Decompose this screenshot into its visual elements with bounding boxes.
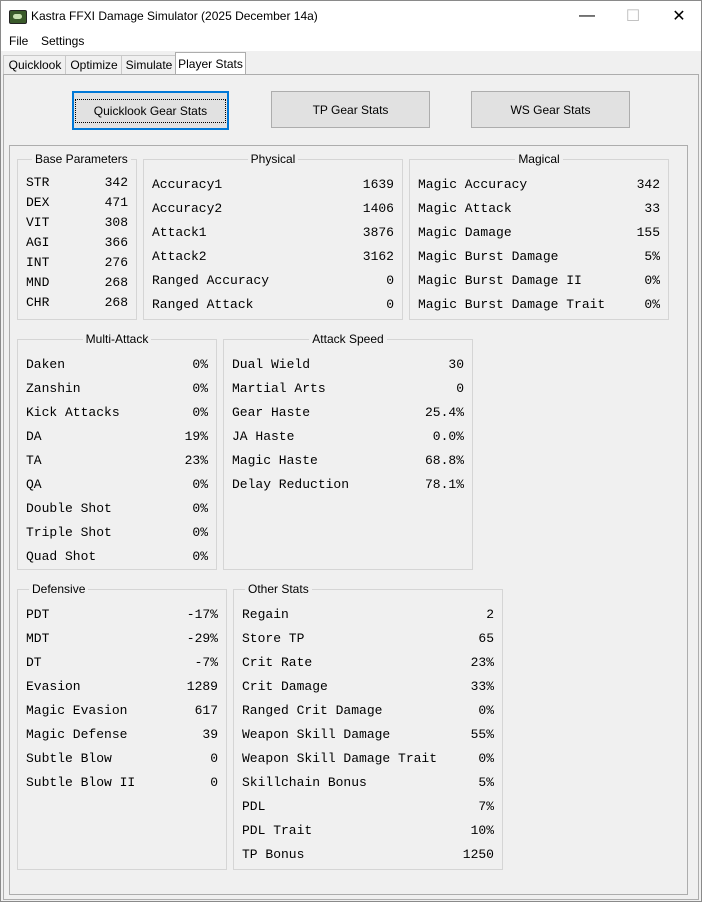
title-bar[interactable] [1, 1, 701, 31]
tab-optimize[interactable]: Optimize [65, 55, 123, 75]
stat-label: DT [26, 655, 42, 670]
tab-simulate[interactable]: Simulate [121, 55, 177, 75]
stat-row [152, 201, 394, 217]
stat-label: Magic Burst Damage II [418, 273, 582, 288]
stat-label: Regain [242, 607, 289, 622]
stat-label: Magic Damage [418, 225, 512, 240]
quicklook-gear-stats-button[interactable] [72, 91, 229, 130]
stat-value: 30 [448, 357, 464, 372]
stat-row [26, 703, 218, 719]
stat-value: 23% [184, 453, 208, 468]
stat-value: 276 [104, 255, 128, 270]
stat-row [418, 177, 660, 193]
stat-label: VIT [26, 215, 50, 230]
stat-value: 39 [202, 727, 218, 742]
stat-value: 617 [194, 703, 218, 718]
stat-value: 65 [478, 631, 494, 646]
stat-label: Magic Burst Damage Trait [418, 297, 606, 312]
stat-row [418, 225, 660, 241]
stat-row [152, 297, 394, 313]
stat-value: 0% [192, 405, 208, 420]
stat-label: JA Haste [232, 429, 295, 444]
stat-value: 3876 [362, 225, 394, 240]
stat-row [242, 799, 494, 815]
stat-label: PDL Trait [242, 823, 313, 838]
stat-value: 55% [470, 727, 494, 742]
stat-value: 23% [470, 655, 494, 670]
stat-value: 0% [192, 381, 208, 396]
stat-row [152, 273, 394, 289]
stat-value: 0% [644, 297, 660, 312]
stat-label: Accuracy1 [152, 177, 223, 192]
app-icon [9, 10, 27, 24]
stat-value: 0% [192, 525, 208, 540]
stat-label: Weapon Skill Damage Trait [242, 751, 438, 766]
stat-label: INT [26, 255, 50, 270]
stat-row [26, 275, 128, 291]
tab-strip [1, 51, 701, 75]
stat-value: 33% [470, 679, 494, 694]
tp-gear-stats-button[interactable]: TP Gear Stats [271, 91, 430, 128]
stat-value: 33 [644, 201, 660, 216]
stat-label: Double Shot [26, 501, 112, 516]
stat-row [232, 453, 464, 469]
stat-value: 0 [210, 775, 218, 790]
stat-label: Magic Accuracy [418, 177, 528, 192]
tab-player-stats[interactable]: Player Stats [175, 52, 246, 76]
stat-value: 0 [210, 751, 218, 766]
stat-label: Subtle Blow [26, 751, 112, 766]
stat-value: 5% [478, 775, 494, 790]
stat-label: PDL [242, 799, 266, 814]
stat-label: Ranged Attack [152, 297, 254, 312]
ws-gear-stats-button[interactable]: WS Gear Stats [471, 91, 630, 128]
stat-label: Dual Wield [232, 357, 311, 372]
menu-settings[interactable]: Settings [41, 34, 85, 48]
stat-row [26, 453, 208, 469]
group-defensive [17, 582, 227, 870]
stat-row [152, 177, 394, 193]
stat-label: PDT [26, 607, 50, 622]
stat-row [232, 405, 464, 421]
stat-label: Store TP [242, 631, 305, 646]
stat-label: QA [26, 477, 42, 492]
stat-row [26, 381, 208, 397]
stat-row [418, 249, 660, 265]
stat-row [418, 201, 660, 217]
stat-row [26, 357, 208, 373]
stat-value: -17% [186, 607, 218, 622]
stat-value: 1406 [362, 201, 394, 216]
quicklook-gear-stats-label: Quicklook Gear Stats [75, 99, 226, 123]
group-other-stats [233, 582, 503, 870]
stat-label: Attack2 [152, 249, 207, 264]
stat-value: 0% [192, 477, 208, 492]
stat-label: Magic Defense [26, 727, 128, 742]
stat-row [26, 631, 218, 647]
stat-row [26, 405, 208, 421]
stat-label: Zanshin [26, 381, 81, 396]
stat-label: Magic Burst Damage [418, 249, 559, 264]
minimize-button[interactable]: — [579, 7, 595, 24]
maximize-button[interactable]: ☐ [625, 8, 641, 25]
stat-row [26, 655, 218, 671]
stat-value: 0 [386, 297, 394, 312]
stat-value: 0.0% [432, 429, 464, 444]
stat-label: Subtle Blow II [26, 775, 136, 790]
stat-label: Gear Haste [232, 405, 311, 420]
stat-value: 471 [104, 195, 128, 210]
stat-label: Weapon Skill Damage [242, 727, 391, 742]
stat-label: TA [26, 453, 42, 468]
stat-row [232, 381, 464, 397]
menu-file[interactable]: File [9, 34, 29, 48]
stat-row [26, 195, 128, 211]
stat-label: Skillchain Bonus [242, 775, 367, 790]
stat-label: Magic Attack [418, 201, 512, 216]
stat-label: Evasion [26, 679, 81, 694]
stat-row [152, 249, 394, 265]
stat-row [26, 727, 218, 743]
stat-label: MND [26, 275, 50, 290]
stat-value: 1289 [186, 679, 218, 694]
stat-value: 342 [636, 177, 660, 192]
stat-value: 0% [478, 751, 494, 766]
group-title: Magical [518, 152, 560, 166]
group-attack-speed [223, 332, 473, 570]
stat-label: Delay Reduction [232, 477, 350, 492]
stat-value: -29% [186, 631, 218, 646]
stat-value: 342 [104, 175, 128, 190]
stat-label: Triple Shot [26, 525, 112, 540]
stat-value: 308 [104, 215, 128, 230]
stat-row [26, 501, 208, 517]
stat-row [26, 549, 208, 565]
stat-label: CHR [26, 295, 50, 310]
stat-label: Attack1 [152, 225, 207, 240]
stat-value: 3162 [362, 249, 394, 264]
stat-row [418, 297, 660, 313]
stat-row [242, 703, 494, 719]
stat-row [26, 775, 218, 791]
stat-value: 0% [644, 273, 660, 288]
group-multi-attack [17, 332, 217, 570]
stat-value: 0% [478, 703, 494, 718]
stat-label: AGI [26, 235, 50, 250]
stat-value: 25.4% [424, 405, 464, 420]
stat-value: 0 [456, 381, 464, 396]
stat-row [242, 751, 494, 767]
stat-value: 1250 [462, 847, 494, 862]
stat-value: 0% [192, 357, 208, 372]
stat-row [26, 215, 128, 231]
stat-row [26, 255, 128, 271]
stat-label: MDT [26, 631, 50, 646]
stat-label: Daken [26, 357, 66, 372]
menu-bar [1, 31, 701, 51]
window-title: Kastra FFXI Damage Simulator (2025 December 14a) [31, 9, 318, 23]
stat-value: 268 [104, 295, 128, 310]
stat-label: Martial Arts [232, 381, 326, 396]
stat-label: TP Bonus [242, 847, 305, 862]
stat-label: Quad Shot [26, 549, 97, 564]
stat-value: 0 [386, 273, 394, 288]
stat-row [242, 847, 494, 863]
stat-value: 155 [636, 225, 660, 240]
stat-value: 10% [470, 823, 494, 838]
stat-value: 268 [104, 275, 128, 290]
stat-value: 78.1% [424, 477, 464, 492]
stat-label: Crit Rate [242, 655, 313, 670]
stat-row [232, 477, 464, 493]
group-title: Base Parameters [35, 152, 128, 166]
stat-value: 1639 [362, 177, 394, 192]
stat-label: Accuracy2 [152, 201, 223, 216]
stat-label: Magic Haste [232, 453, 318, 468]
stat-label: DA [26, 429, 42, 444]
stat-row [26, 679, 218, 695]
stat-value: 7% [478, 799, 494, 814]
stat-label: Ranged Accuracy [152, 273, 270, 288]
group-physical [143, 152, 403, 320]
group-title: Attack Speed [312, 332, 384, 346]
close-button[interactable]: ✕ [672, 8, 686, 25]
stat-row [152, 225, 394, 241]
stat-value: 2 [486, 607, 494, 622]
tab-quicklook[interactable]: Quicklook [3, 55, 67, 75]
stat-row [26, 295, 128, 311]
stat-row [242, 631, 494, 647]
stat-value: 0% [192, 501, 208, 516]
stat-label: Kick Attacks [26, 405, 120, 420]
stat-label: Magic Evasion [26, 703, 128, 718]
stat-row [26, 525, 208, 541]
stat-row [242, 607, 494, 623]
stat-row [242, 679, 494, 695]
stat-value: 5% [644, 249, 660, 264]
stat-row [26, 175, 128, 191]
group-title: Multi-Attack [85, 332, 149, 346]
stat-row [242, 823, 494, 839]
stat-value: -7% [194, 655, 218, 670]
stat-row [232, 429, 464, 445]
group-title: Other Stats [248, 582, 309, 596]
stat-row [242, 775, 494, 791]
group-title: Defensive [32, 582, 86, 596]
stat-value: 19% [184, 429, 208, 444]
group-title: Physical [250, 152, 296, 166]
stat-row [242, 727, 494, 743]
group-base-parameters [17, 152, 137, 320]
stat-row [26, 477, 208, 493]
stat-label: Ranged Crit Damage [242, 703, 383, 718]
group-magical [409, 152, 669, 320]
stat-row [232, 357, 464, 373]
stat-row [26, 429, 208, 445]
stat-value: 0% [192, 549, 208, 564]
stat-row [418, 273, 660, 289]
stat-row [242, 655, 494, 671]
stat-row [26, 235, 128, 251]
stat-row [26, 607, 218, 623]
stat-label: Crit Damage [242, 679, 328, 694]
stat-label: STR [26, 175, 50, 190]
stat-label: DEX [26, 195, 50, 210]
stat-value: 68.8% [424, 453, 464, 468]
stat-value: 366 [104, 235, 128, 250]
stat-row [26, 751, 218, 767]
